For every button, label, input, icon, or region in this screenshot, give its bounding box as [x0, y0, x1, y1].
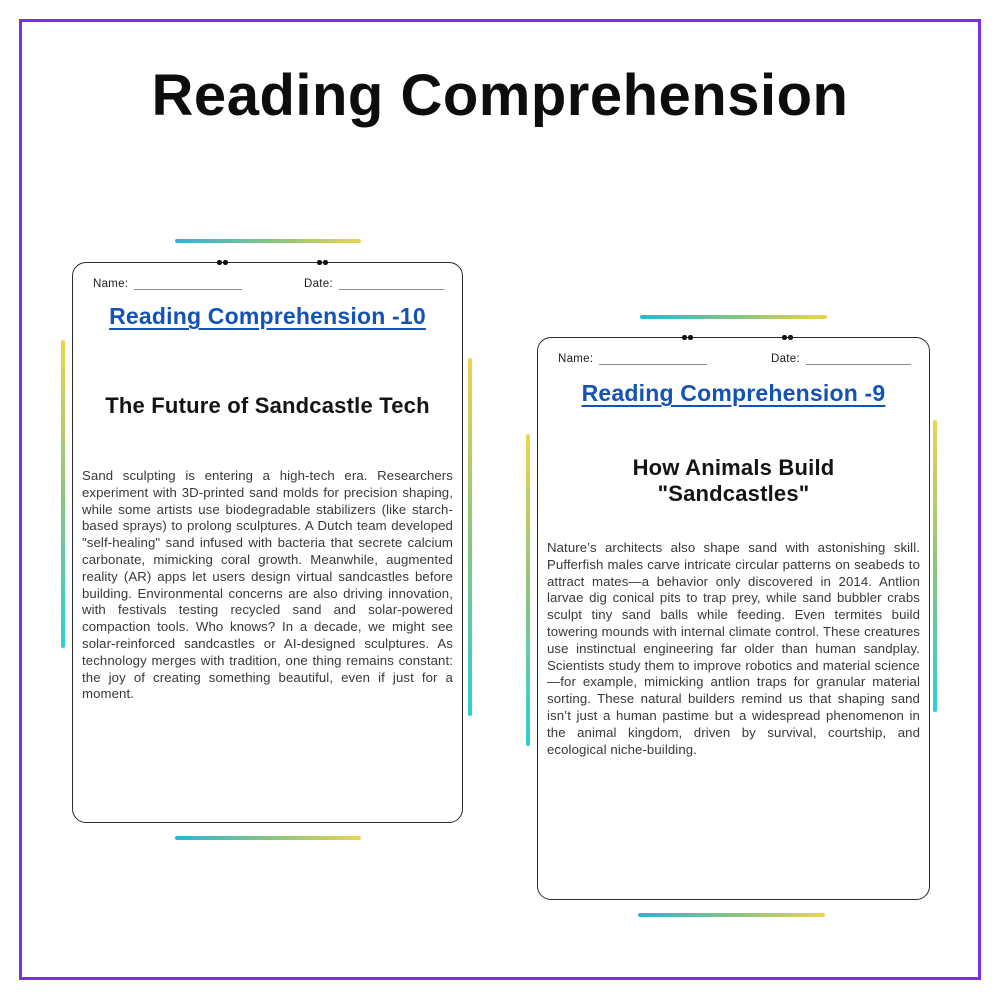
date-field-group	[304, 276, 444, 290]
dot-icon	[217, 260, 222, 265]
binding-dots-icon	[782, 335, 793, 340]
passage-title-line2: "Sandcastles"	[657, 480, 810, 506]
passage-title	[548, 455, 919, 506]
worksheet-card-9	[537, 337, 930, 900]
dot-icon	[223, 260, 228, 265]
dot-icon	[317, 260, 322, 265]
worksheet-card-10	[72, 262, 463, 823]
name-label: Name:	[558, 353, 594, 365]
passage-title-line1: How Animals Build	[632, 455, 835, 480]
date-field-group	[771, 351, 911, 365]
passage-text: Nature’s architects also shape sand with astonishing skill. Pufferfish males carve intricate circular patterns on seabeds to attract mates—a behavior only discovered in 2014. Antlion larvae dig conical pits to trap prey, while sand bubbler crabs sculpt tiny sand balls while feeding. Even termites build towering mounds with internal climate control. These creatures use instinctual engineering far older than human sandplay. Scientists study them to improve robotics and material science—for example, mimicking antlion traps for granular material sorting. These natural builders remind us that shaping sand isn’t just a human pastime but a widespread phenomenon in the animal kingdom, driven by survival, courtship, and ecological niche-building.	[547, 540, 920, 757]
name-date-row	[93, 276, 444, 290]
name-field-group	[558, 351, 707, 365]
dot-icon	[688, 335, 693, 340]
binding-dots-icon	[217, 260, 228, 265]
page-title: Reading Comprehension	[151, 63, 849, 128]
name-label: Name:	[93, 278, 129, 290]
binding-dots-icon	[682, 335, 693, 340]
passage-title-line1: The Future of Sandcastle Tech	[105, 393, 430, 418]
date-label: Date:	[304, 278, 333, 290]
gradient-line-top-left-card	[175, 239, 361, 243]
dot-icon	[788, 335, 793, 340]
name-field-group	[93, 276, 242, 290]
gradient-line-top-right-card	[640, 315, 827, 319]
name-blank-line	[599, 351, 707, 365]
dot-icon	[323, 260, 328, 265]
date-blank-line	[806, 351, 911, 365]
date-blank-line	[339, 276, 444, 290]
date-label: Date:	[771, 353, 800, 365]
worksheet-heading: Reading Comprehension -10	[109, 303, 426, 329]
dot-icon	[682, 335, 687, 340]
gradient-line-bottom-right-card	[638, 913, 825, 917]
gradient-line-bottom-left-card	[175, 836, 361, 840]
gradient-line-rightside-right-card	[933, 420, 937, 712]
passage-title	[83, 393, 452, 419]
dot-icon	[782, 335, 787, 340]
passage-text: Sand sculpting is entering a high-tech era. Researchers experiment with 3D-printed sand molds for precision shaping, while some artists use biodegradable stabilizers (like starch-based sprays) to prolong sculptures. A Dutch team developed "self-healing" sand infused with bacteria that secrete calcium carbonate, mimicking coral growth. Meanwhile, augmented reality (AR) apps let users design virtual sandcastles before building. Environmental concerns are also driving innovation, with festivals testing recycled sand and solar-powered compaction tools. Who knows? In a decade, we might see solar-reinforced sandcastles or AI-designed sculptures. As technology merges with tradition, one thing remains constant: the joy of creating something beautiful, even if just for a moment.	[82, 468, 453, 702]
gradient-line-leftside-right-card	[526, 434, 530, 746]
name-blank-line	[134, 276, 242, 290]
gradient-line-rightside-left-card	[468, 358, 472, 716]
name-date-row	[558, 351, 911, 365]
worksheet-heading: Reading Comprehension -9	[581, 380, 886, 406]
gradient-line-leftside-left-card	[61, 340, 65, 648]
binding-dots-icon	[317, 260, 328, 265]
